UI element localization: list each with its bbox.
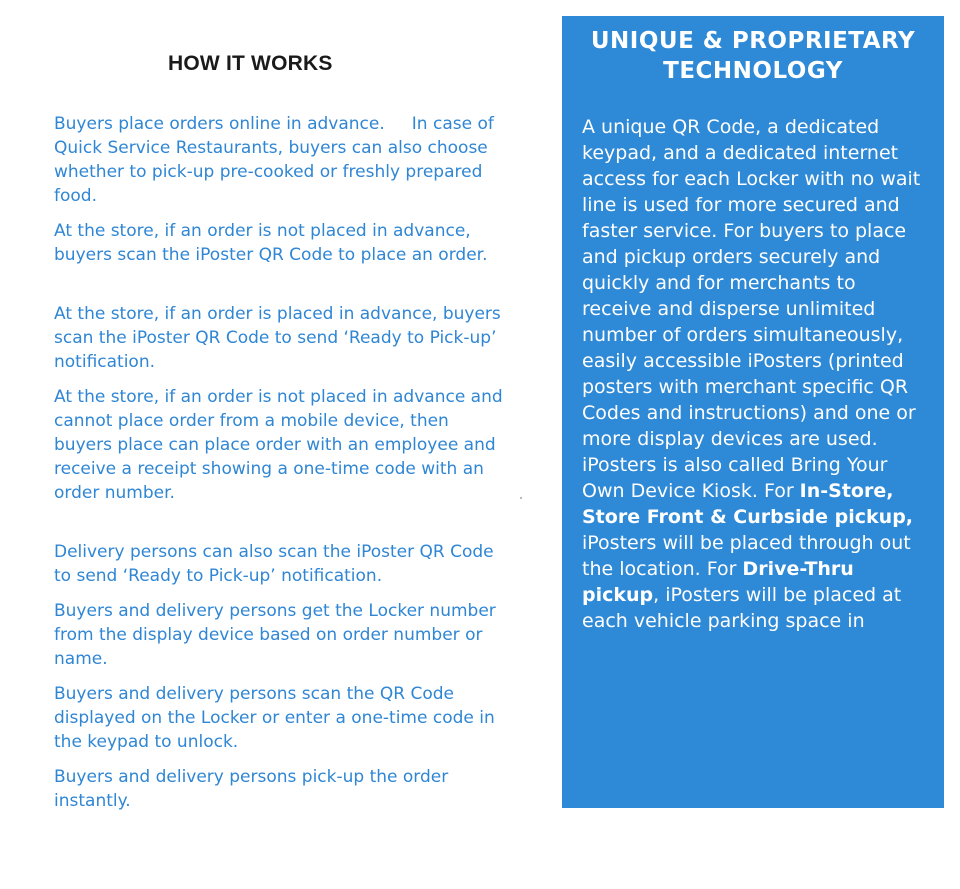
technology-highlight: Drive-Thru pickup [582, 558, 854, 606]
step-text: At the store, if an order is not placed in advance and cannot place order from a mobile device, then buyers place can place order with an employee and receive a receipt showing a one-time code with an order number. [54, 387, 509, 503]
step-text: Delivery persons can also scan the iPoster QR Code to send ‘Ready to Pick-up’ notification. [54, 542, 500, 586]
technology-highlight: In-Store, Store Front & Curbside pickup, [582, 480, 914, 528]
technology-text: , iPosters will be placed at each vehicle parking space in [582, 584, 902, 632]
technology-text: A unique QR Code, a dedicated keypad, and a dedicated internet access for each Locker with no wait line is used for more secured and faster service. For buyers to place and pickup orders securely and quickly and for merchants to receive and disperse unlimited number of orders simultaneously, easily accessible iPosters (printed posters with merchant specific QR Codes and instructions) and one or more display devices are used. iPosters is also called Bring Your Own Device Kiosk. For [582, 116, 921, 502]
step-text: Buyers and delivery persons scan the QR Code displayed on the Locker or enter a one-time code in the keypad to unlock. [54, 684, 501, 752]
technology-text: iPosters will be placed through out the location. For [582, 532, 911, 580]
how-it-works-heading: HOW IT WORKS [168, 52, 333, 75]
technology-body [582, 114, 924, 634]
step-text: At the store, if an order is not placed in advance, buyers scan the iPoster QR Code to place an order. [54, 221, 488, 265]
step-text: At the store, if an order is placed in advance, buyers scan the iPoster QR Code to send ‘Ready to Pick-up’ notification. [54, 304, 507, 372]
step-text: Buyers and delivery persons get the Locker number from the display device based on order number or name. [54, 601, 502, 669]
step-text: Buyers and delivery persons pick-up the order instantly. [54, 767, 454, 811]
step-text: Buyers place orders online in advance. In case of Quick Service Restaurants, buyers can also choose whether to pick-up pre-cooked or freshly prepared food. [54, 114, 500, 206]
stray-dot [520, 497, 522, 499]
technology-panel [562, 16, 944, 808]
technology-title: UNIQUE & PROPRIETARY TECHNOLOGY [590, 28, 916, 84]
